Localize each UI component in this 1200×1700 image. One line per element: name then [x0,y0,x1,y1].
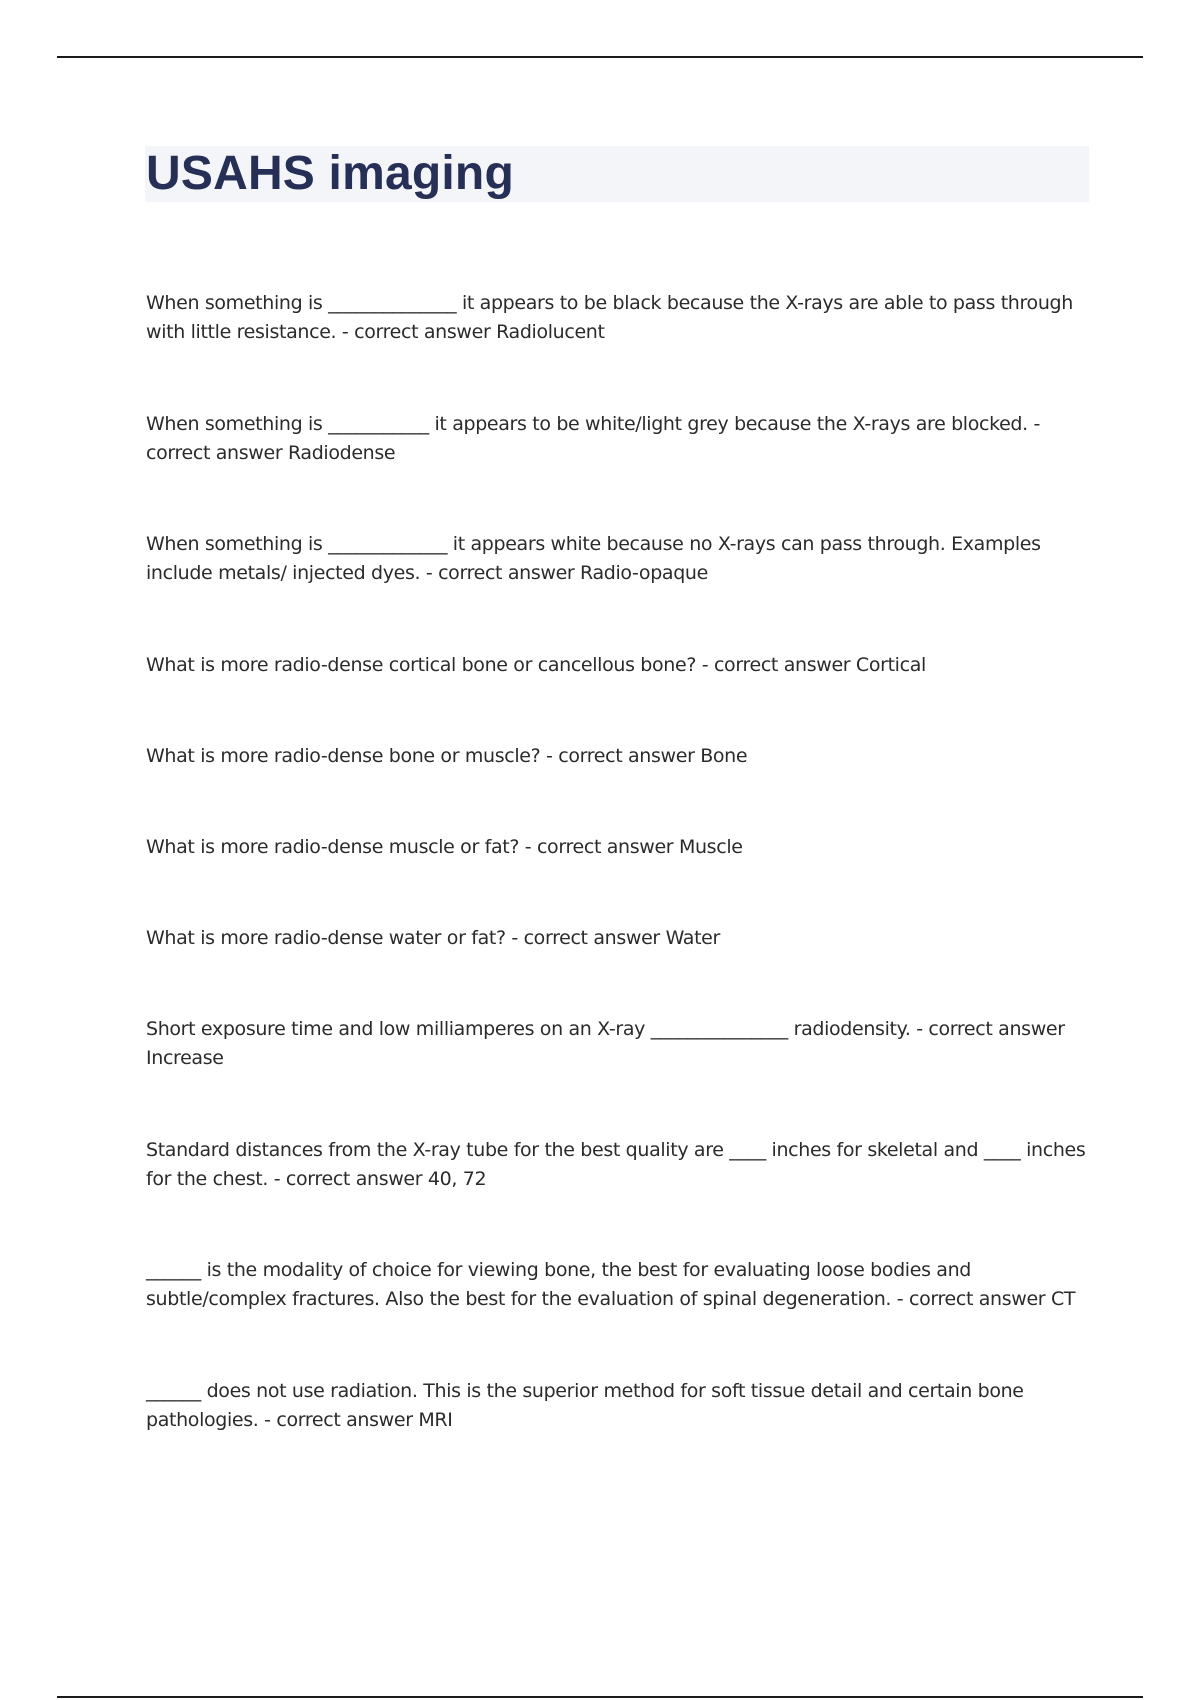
flashcard-item: ______ does not use radiation. This is the superior method for soft tissue detail and certain bone pathologies. - correct answer MRI [146,1380,1024,1431]
flashcard-item: What is more radio-dense muscle or fat? - correct answer Muscle [146,836,743,858]
flashcard-item: When something is ______________ it appears to be black because the X-rays are able to pass through with little resistance. - correct answer Radiolucent [146,292,1073,343]
flashcard-item: What is more radio-dense cortical bone or cancellous bone? - correct answer Cortical [146,654,926,676]
flashcard-item: When something is ___________ it appears to be white/light grey because the X-rays are blocked. - correct answer Radiodense [146,413,1041,464]
flashcard-item: Standard distances from the X-ray tube for the best quality are ____ inches for skeletal and ____ inches for the chest. - correct answer 40, 72 [146,1139,1086,1190]
flashcard-item: When something is _____________ it appears white because no X-rays can pass through. Examples include metals/ injected dyes. - correct answer Radio-opaque [146,533,1041,584]
flashcard-item: Short exposure time and low milliamperes on an X-ray _______________ radiodensity. - correct answer Increase [146,1018,1065,1069]
header-rule [57,56,1143,58]
flashcard-item: What is more radio-dense water or fat? - correct answer Water [146,927,720,949]
flashcard-item: ______ is the modality of choice for viewing bone, the best for evaluating loose bodies and subtle/complex fractures. Also the best for the evaluation of spinal degeneration. - correct answer CT [146,1259,1076,1310]
flashcard-item: What is more radio-dense bone or muscle? - correct answer Bone [146,745,748,767]
footer-rule [57,1696,1143,1698]
page-title: USAHS imaging [146,147,514,200]
